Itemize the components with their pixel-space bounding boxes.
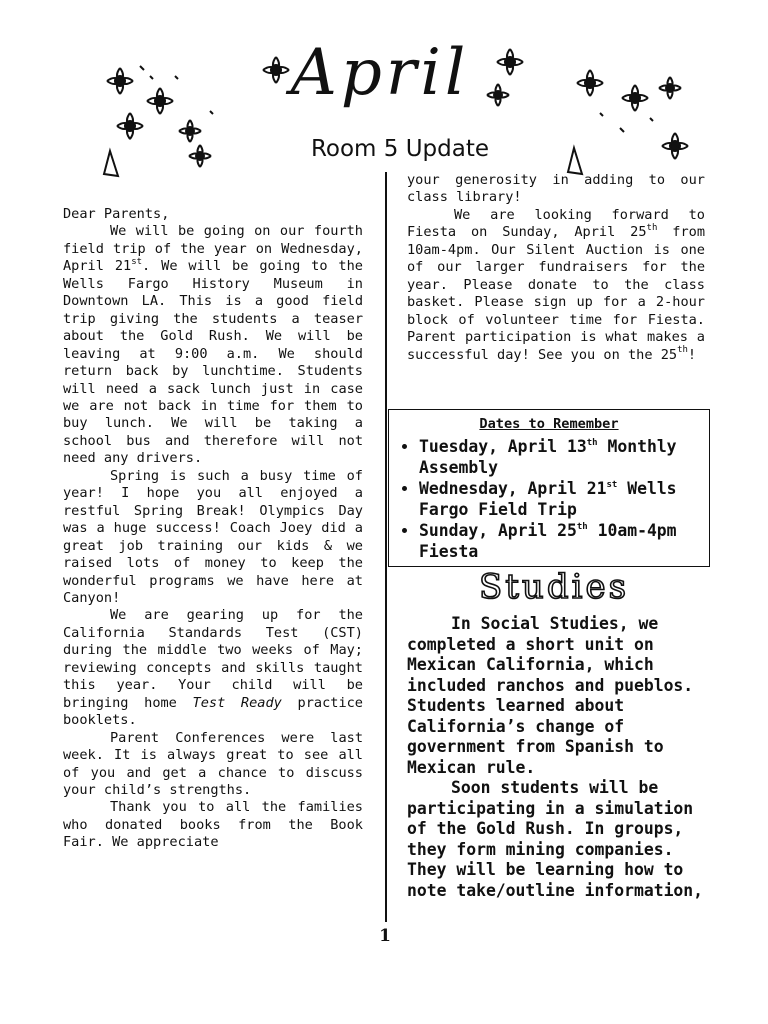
date-item-assembly: • Tuesday, April 13th Monthly Assembly	[419, 436, 709, 478]
paragraph-fiesta: We are looking forward to Fiesta on Sunday, April 25th from 10am-4pm. Our Silent Auction is one of our larger fundraisers for the year. Please donate to the class basket. Please sign up for a 2-hour block of volunteer time for Fiesta. Parent participation is what makes a successful day! See you on the 25th!	[407, 206, 705, 363]
column-divider	[385, 172, 387, 922]
date-item-field-trip: • Wednesday, April 21st Wells Fargo Field Trip	[419, 478, 709, 520]
letter-right-column	[407, 172, 705, 364]
paragraph-conferences: Parent Conferences were last week. It is always great to see all of you and get a chance to discuss your child’s strengths.	[63, 729, 363, 798]
salutation: Dear Parents,	[63, 206, 170, 222]
dates-box-title: Dates to Remember	[479, 416, 619, 432]
paragraph-thank-you: Thank you to all the families who donated books from the Book Fair. We appreciate	[63, 799, 363, 851]
flower-cluster-left-illustration	[90, 56, 230, 186]
social-studies-heading-text: Studies	[478, 567, 630, 604]
flower-cluster-right-illustration	[560, 58, 700, 183]
paragraph-continued: your generosity in adding to our class library!	[407, 172, 705, 206]
banner-title: April	[290, 36, 470, 110]
paragraph-spring: Spring is such a busy time of year! I hope you all enjoyed a restful Spring Break! Olympics Day was a huge success! Coach Joey did a great job training our kids & we raised lots of money to keep the wonderful programs we have here at Canyon!	[63, 467, 363, 606]
paragraph-field-trip: We will be going on our fourth field trip of the year on Wednesday, April 21st. We will be going to the Wells Fargo History Museum in Downtown LA. This is a good field trip giving the students a teaser about the Gold Rush. We will be leaving at 9:00 a.m. We should return back by lunchtime. Students will need a sack lunch just in case we are not back in time for them to buy lunch. We will be taking a school bus and therefore will not need any drivers.	[63, 223, 363, 467]
date-item-fiesta: • Sunday, April 25th 10am-4pm Fiesta	[419, 520, 709, 562]
social-studies-paragraph-1: In Social Studies, we completed a short unit on Mexican California, which included ranchos and pueblos. Students learned about California’s change of government from Spanish to Mexican rule.	[407, 614, 694, 777]
social-studies-section	[407, 614, 707, 901]
page-number: 1	[379, 926, 391, 946]
dates-list	[389, 436, 709, 562]
letter-left-column	[63, 206, 363, 852]
dates-to-remember-box	[388, 409, 710, 567]
social-studies-paragraph-2: Soon students will be participating in a simulation of the Gold Rush. In groups, they form mining companies. They will be learning how to note take/outline information,	[407, 778, 704, 900]
paragraph-cst: We are gearing up for the California Standards Test (CST) during the middle two weeks of May; reviewing concepts and skills taught this year. Your child will be bringing home Test Ready practice booklets.	[63, 607, 363, 729]
page-title: Room 5 Update	[310, 136, 490, 162]
